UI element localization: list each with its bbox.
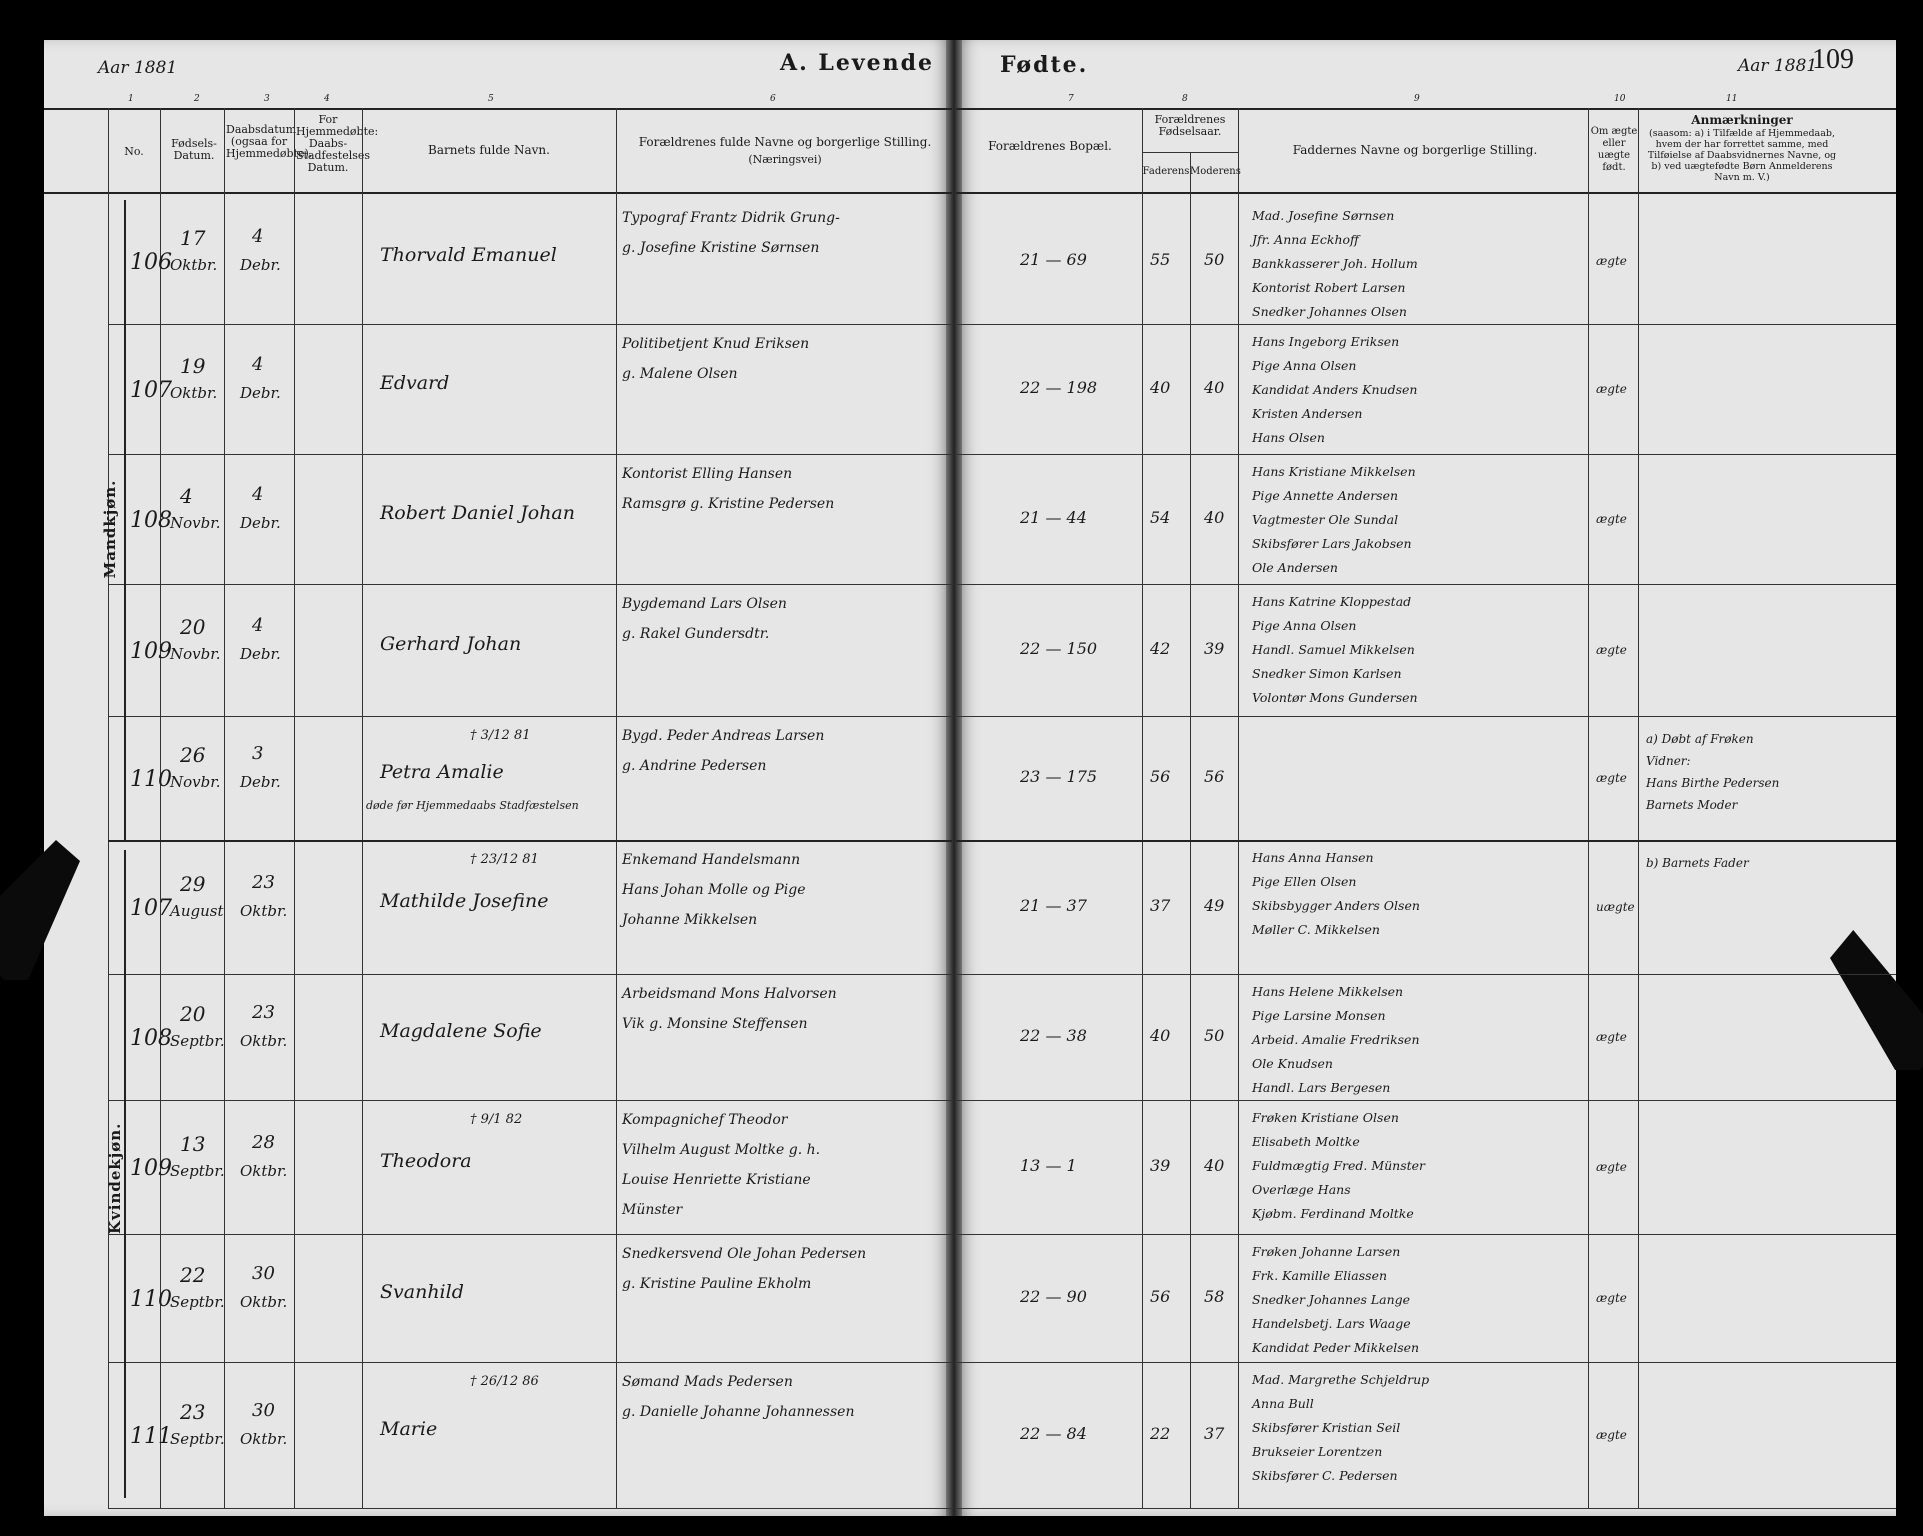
- col-occupation-header: (Næringsvei): [748, 153, 822, 166]
- sponsor-line: Overlæge Hans: [1252, 1182, 1351, 1197]
- death-note: † 9/1 82: [470, 1112, 523, 1127]
- mother-birthyear: 58: [1204, 1287, 1225, 1306]
- residence: 22 — 38: [1020, 1026, 1087, 1045]
- child-name: Edvard: [380, 372, 450, 394]
- father-birthyear: 56: [1150, 1287, 1171, 1306]
- sponsor-line: Hans Katrine Kloppestad: [1252, 594, 1412, 609]
- sponsor-line: Jfr. Anna Eckhoff: [1252, 232, 1359, 247]
- parents-line: Vik g. Monsine Steffensen: [622, 1016, 808, 1032]
- page-number: 109: [1812, 44, 1854, 75]
- baptism-day: 23: [252, 872, 275, 893]
- entry-number: 108: [130, 508, 172, 533]
- sponsor-line: Skibsfører C. Pedersen: [1252, 1468, 1398, 1483]
- sponsor-line: Møller C. Mikkelsen: [1252, 922, 1380, 937]
- sponsor-line: Skibsfører Lars Jakobsen: [1252, 536, 1412, 551]
- year-right: Aar 1881: [1738, 56, 1818, 76]
- col-num-7: 7: [1068, 94, 1074, 104]
- birth-day: 22: [180, 1263, 206, 1287]
- col-sponsors-header: Faddernes Navne og borgerlige Stilling.: [1292, 143, 1538, 157]
- col-num-8: 8: [1182, 94, 1188, 104]
- sponsor-line: Hans Kristiane Mikkelsen: [1252, 464, 1416, 479]
- parents-line: Politibetjent Knud Eriksen: [622, 336, 810, 352]
- child-name: Svanhild: [380, 1281, 464, 1303]
- section-male: Mandkjøn.: [101, 479, 119, 579]
- col-baptism-header: Daabsdatum (ogsaa for Hjemmedøbte).: [226, 123, 313, 160]
- col-nr-header: No.: [124, 145, 144, 158]
- parents-line: Kontorist Elling Hansen: [622, 466, 793, 482]
- remark-line: a) Døbt af Frøken: [1646, 732, 1754, 746]
- parents-line: Arbeidsmand Mons Halvorsen: [622, 986, 837, 1002]
- birth-day: 13: [180, 1132, 206, 1156]
- baptism-month: Oktbr.: [240, 1293, 288, 1311]
- entry-number: 110: [130, 767, 172, 792]
- parents-line: Johanne Mikkelsen: [622, 912, 758, 928]
- title-left: A. Levende: [780, 50, 935, 76]
- father-birthyear: 37: [1150, 896, 1171, 915]
- sponsor-line: Kristen Andersen: [1252, 406, 1363, 421]
- remark-line: Vidner:: [1646, 754, 1691, 768]
- father-birthyear: 42: [1150, 639, 1171, 658]
- parents-line: Typograf Frantz Didrik Grung-: [622, 210, 840, 226]
- baptism-month: Oktbr.: [240, 1162, 288, 1180]
- book-gutter: [946, 40, 962, 1516]
- baptism-day: 4: [252, 484, 264, 505]
- col-num-9: 9: [1414, 94, 1420, 104]
- parents-line: Kompagnichef Theodor: [622, 1112, 788, 1128]
- baptism-day: 3: [252, 743, 264, 764]
- father-birthyear: 40: [1150, 378, 1171, 397]
- parents-line: Snedkersvend Ole Johan Pedersen: [622, 1246, 867, 1262]
- sponsor-line: Pige Ellen Olsen: [1252, 874, 1357, 889]
- legitimacy: ægte: [1596, 1428, 1627, 1442]
- col-num-2: 2: [194, 94, 200, 104]
- birth-month: August: [170, 902, 224, 920]
- col-remarks-header: Anmærkninger: [1691, 113, 1793, 127]
- birth-day: 17: [180, 226, 206, 250]
- father-birthyear: 22: [1150, 1424, 1171, 1443]
- birth-month: Novbr.: [170, 773, 221, 791]
- col-father-header: Faderens: [1142, 166, 1190, 177]
- entry-number: 107: [130, 896, 172, 921]
- mother-birthyear: 40: [1204, 1156, 1225, 1175]
- parents-line: Vilhelm August Moltke g. h.: [622, 1142, 821, 1158]
- baptism-day: 4: [252, 615, 264, 636]
- sponsor-line: Arbeid. Amalie Fredriksen: [1252, 1032, 1420, 1047]
- col-home-baptism-header: For Hjemmedøbte: Daabs-Stadfestelses Datum.: [296, 113, 379, 174]
- baptism-month: Debr.: [240, 645, 281, 663]
- sponsor-line: Vagtmester Ole Sundal: [1252, 512, 1399, 527]
- sponsor-line: Handl. Lars Bergesen: [1252, 1080, 1391, 1095]
- sponsor-line: Skibsbygger Anders Olsen: [1252, 898, 1420, 913]
- father-birthyear: 54: [1150, 508, 1171, 527]
- sponsor-line: Ole Knudsen: [1252, 1056, 1333, 1071]
- sponsor-line: Mad. Margrethe Schjeldrup: [1252, 1372, 1430, 1387]
- col-residence-header: Forældrenes Bopæl.: [988, 139, 1112, 153]
- parents-line: Bygdemand Lars Olsen: [622, 596, 787, 612]
- legitimacy: uægte: [1596, 900, 1635, 914]
- father-birthyear: 55: [1150, 250, 1171, 269]
- father-birthyear: 39: [1150, 1156, 1171, 1175]
- sponsor-line: Volontør Mons Gundersen: [1252, 690, 1418, 705]
- death-note: † 3/12 81: [470, 728, 531, 743]
- col-remarks-detail: (saasom: a) i Tilfælde af Hjemmedaab, hvem der har forrettet samme, med Tilføielse af Daabsvidnernes Navne, og b) ved uægtefødte Børn Anmelderens Navn m. V.): [1647, 128, 1837, 183]
- birth-month: Septbr.: [170, 1430, 225, 1448]
- child-name: Robert Daniel Johan: [380, 502, 576, 524]
- legitimacy: ægte: [1596, 1291, 1627, 1305]
- birth-day: 26: [180, 743, 206, 767]
- child-name: Thorvald Emanuel: [380, 244, 557, 266]
- entry-number: 111: [130, 1424, 172, 1449]
- mother-birthyear: 56: [1204, 767, 1225, 786]
- remark-line: b) Barnets Fader: [1646, 856, 1749, 870]
- entry-number: 108: [130, 1026, 172, 1051]
- col-num-10: 10: [1614, 94, 1626, 104]
- birth-day: 23: [180, 1400, 206, 1424]
- title-right: Fødte.: [1000, 52, 1089, 78]
- birth-day: 20: [180, 615, 206, 639]
- residence: 22 — 198: [1020, 378, 1098, 397]
- birth-day: 20: [180, 1002, 206, 1026]
- birth-day: 4: [180, 484, 193, 508]
- parents-line: g. Andrine Pedersen: [622, 758, 767, 774]
- birth-month: Septbr.: [170, 1293, 225, 1311]
- col-birthyear-header: Forældrenes Fødselsaar.: [1154, 113, 1226, 138]
- col-birthdate-header: Fødsels-Datum.: [171, 137, 217, 162]
- sponsor-line: Frøken Johanne Larsen: [1252, 1244, 1401, 1259]
- father-birthyear: 40: [1150, 1026, 1171, 1045]
- sponsor-line: Handl. Samuel Mikkelsen: [1252, 642, 1415, 657]
- parents-line: Münster: [622, 1202, 683, 1218]
- entry-number: 106: [130, 250, 172, 275]
- sponsor-line: Ole Andersen: [1252, 560, 1338, 575]
- remark-line: Hans Birthe Pedersen: [1646, 776, 1780, 790]
- sponsor-line: Snedker Johannes Lange: [1252, 1292, 1411, 1307]
- birth-day: 29: [180, 872, 206, 896]
- sponsor-line: Kontorist Robert Larsen: [1252, 280, 1406, 295]
- mother-birthyear: 37: [1204, 1424, 1225, 1443]
- child-name: Magdalene Sofie: [380, 1020, 542, 1042]
- sponsor-line: Frøken Kristiane Olsen: [1252, 1110, 1399, 1125]
- sponsor-line: Hans Anna Hansen: [1252, 850, 1374, 865]
- sponsor-line: Brukseier Lorentzen: [1252, 1444, 1383, 1459]
- death-note: † 23/12 81: [470, 852, 539, 867]
- parents-line: Sømand Mads Pedersen: [622, 1374, 793, 1390]
- section-female: Kvindekjøn.: [106, 1122, 124, 1234]
- year-left: Aar 1881: [98, 58, 178, 78]
- col-num-3: 3: [264, 94, 270, 104]
- parents-line: Hans Johan Molle og Pige: [622, 882, 806, 898]
- birth-month: Novbr.: [170, 514, 221, 532]
- parents-line: g. Danielle Johanne Johannessen: [622, 1404, 855, 1420]
- birth-month: Oktbr.: [170, 256, 218, 274]
- col-parents-header: Forældrenes fulde Navne og borgerlige Stilling.: [638, 135, 932, 149]
- birth-month: Oktbr.: [170, 384, 218, 402]
- col-mother-header: Moderens: [1190, 166, 1241, 177]
- remark-line: Barnets Moder: [1646, 798, 1738, 812]
- baptism-day: 30: [252, 1263, 275, 1284]
- mother-birthyear: 39: [1204, 639, 1225, 658]
- col-num-1: 1: [128, 94, 134, 104]
- birth-day: 19: [180, 354, 206, 378]
- child-name: Theodora: [380, 1150, 472, 1172]
- residence: 21 — 37: [1020, 896, 1087, 915]
- baptism-month: Oktbr.: [240, 1430, 288, 1448]
- sponsor-line: Snedker Johannes Olsen: [1252, 304, 1407, 319]
- birth-month: Septbr.: [170, 1032, 225, 1050]
- baptism-day: 28: [252, 1132, 275, 1153]
- entry-number: 109: [130, 1156, 172, 1181]
- parents-line: g. Rakel Gundersdtr.: [622, 626, 770, 642]
- child-name-note: døde før Hjemmedaabs Stadfæstelsen: [366, 799, 579, 812]
- sponsor-line: Kandidat Peder Mikkelsen: [1252, 1340, 1420, 1355]
- entry-number: 110: [130, 1287, 172, 1312]
- baptism-month: Debr.: [240, 773, 281, 791]
- parents-line: g. Josefine Kristine Sørnsen: [622, 240, 820, 256]
- mother-birthyear: 40: [1204, 508, 1225, 527]
- sponsor-line: Hans Olsen: [1252, 430, 1325, 445]
- sponsor-line: Mad. Josefine Sørnsen: [1252, 208, 1395, 223]
- legitimacy: ægte: [1596, 382, 1627, 396]
- mother-birthyear: 49: [1204, 896, 1225, 915]
- residence: 22 — 150: [1020, 639, 1098, 658]
- death-note: † 26/12 86: [470, 1374, 539, 1389]
- mother-birthyear: 50: [1204, 1026, 1225, 1045]
- birth-month: Septbr.: [170, 1162, 225, 1180]
- legitimacy: ægte: [1596, 254, 1627, 268]
- parents-line: g. Kristine Pauline Ekholm: [622, 1276, 812, 1292]
- legitimacy: ægte: [1596, 1160, 1627, 1174]
- residence: 22 — 84: [1020, 1424, 1087, 1443]
- baptism-month: Oktbr.: [240, 902, 288, 920]
- sponsor-line: Kandidat Anders Knudsen: [1252, 382, 1418, 397]
- sponsor-line: Elisabeth Moltke: [1252, 1134, 1360, 1149]
- residence: 22 — 90: [1020, 1287, 1087, 1306]
- child-name: Marie: [380, 1418, 438, 1440]
- legitimacy: ægte: [1596, 512, 1627, 526]
- child-name: Gerhard Johan: [380, 633, 522, 655]
- sponsor-line: Pige Anna Olsen: [1252, 618, 1357, 633]
- residence: 23 — 175: [1020, 767, 1098, 786]
- parents-line: Bygd. Peder Andreas Larsen: [622, 728, 825, 744]
- residence: 13 — 1: [1020, 1156, 1077, 1175]
- mother-birthyear: 40: [1204, 378, 1225, 397]
- col-num-4: 4: [324, 94, 330, 104]
- sponsor-line: Anna Bull: [1252, 1396, 1314, 1411]
- sponsor-line: Kjøbm. Ferdinand Moltke: [1252, 1206, 1414, 1221]
- col-num-6: 6: [770, 94, 776, 104]
- legitimacy: ægte: [1596, 1030, 1627, 1044]
- residence: 21 — 69: [1020, 250, 1087, 269]
- residence: 21 — 44: [1020, 508, 1087, 527]
- entry-number: 107: [130, 378, 172, 403]
- child-name: Mathilde Josefine: [380, 890, 549, 912]
- sponsor-line: Fuldmægtig Fred. Münster: [1252, 1158, 1426, 1173]
- col-legitimacy-header: Om ægte eller uægte født.: [1590, 126, 1638, 173]
- col-child-name-header: Barnets fulde Navn.: [428, 143, 550, 157]
- baptism-month: Debr.: [240, 256, 281, 274]
- sponsor-line: Frk. Kamille Eliassen: [1252, 1268, 1388, 1283]
- sponsor-line: Skibsfører Kristian Seil: [1252, 1420, 1401, 1435]
- baptism-month: Debr.: [240, 514, 281, 532]
- baptism-day: 30: [252, 1400, 275, 1421]
- baptism-month: Oktbr.: [240, 1032, 288, 1050]
- sponsor-line: Handelsbetj. Lars Waage: [1252, 1316, 1411, 1331]
- parents-line: Enkemand Handelsmann: [622, 852, 801, 868]
- legitimacy: ægte: [1596, 643, 1627, 657]
- baptism-month: Debr.: [240, 384, 281, 402]
- birth-month: Novbr.: [170, 645, 221, 663]
- baptism-day: 4: [252, 226, 264, 247]
- sponsor-line: Pige Annette Andersen: [1252, 488, 1399, 503]
- child-name: Petra Amalie: [380, 761, 504, 783]
- father-birthyear: 56: [1150, 767, 1171, 786]
- sponsor-line: Hans Ingeborg Eriksen: [1252, 334, 1400, 349]
- parents-line: g. Malene Olsen: [622, 366, 738, 382]
- entry-number: 109: [130, 639, 172, 664]
- baptism-day: 23: [252, 1002, 275, 1023]
- mother-birthyear: 50: [1204, 250, 1225, 269]
- col-num-5: 5: [488, 94, 494, 104]
- sponsor-line: Snedker Simon Karlsen: [1252, 666, 1402, 681]
- col-num-11: 11: [1726, 94, 1738, 104]
- parents-line: Louise Henriette Kristiane: [622, 1172, 811, 1188]
- sponsor-line: Pige Anna Olsen: [1252, 358, 1357, 373]
- sponsor-line: Hans Helene Mikkelsen: [1252, 984, 1404, 999]
- parents-line: Ramsgrø g. Kristine Pedersen: [622, 496, 835, 512]
- sponsor-line: Bankkasserer Joh. Hollum: [1252, 256, 1418, 271]
- legitimacy: ægte: [1596, 771, 1627, 785]
- sponsor-line: Pige Larsine Monsen: [1252, 1008, 1386, 1023]
- baptism-day: 4: [252, 354, 264, 375]
